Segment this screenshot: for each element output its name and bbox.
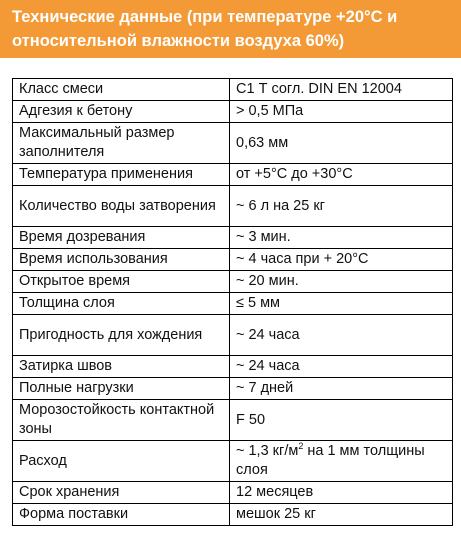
row-label: Затирка швов xyxy=(13,356,230,378)
row-value: ~ 24 часа xyxy=(230,315,453,356)
row-value: С1 Т согл. DIN EN 12004 xyxy=(230,79,453,101)
row-value: > 0,5 МПа xyxy=(230,101,453,123)
value-superscript: 2 xyxy=(298,441,304,452)
table-row xyxy=(13,249,453,271)
table-row xyxy=(13,356,453,378)
row-label: Открытое время xyxy=(13,271,230,293)
row-label: Время дозревания xyxy=(13,227,230,249)
table-row xyxy=(13,186,453,227)
row-label: Расход xyxy=(13,441,230,482)
row-value: ≤ 5 мм xyxy=(230,293,453,315)
row-value: от +5°С до +30°С xyxy=(230,164,453,186)
table-row xyxy=(13,164,453,186)
value-text: на 1 мм толщины слоя xyxy=(236,443,425,478)
row-value: мешок 25 кг xyxy=(230,504,453,526)
table-row xyxy=(13,101,453,123)
row-label: Полные нагрузки xyxy=(13,378,230,400)
row-value: F 50 xyxy=(230,400,453,441)
table-row xyxy=(13,315,453,356)
table-row xyxy=(13,271,453,293)
table-row xyxy=(13,79,453,101)
table-row xyxy=(13,293,453,315)
row-value: ~ 7 дней xyxy=(230,378,453,400)
row-label: Максимальный размер заполнителя xyxy=(13,123,230,164)
row-value: 0,63 мм xyxy=(230,123,453,164)
table-row xyxy=(13,441,453,482)
row-label: Срок хранения xyxy=(13,482,230,504)
row-value: ~ 6 л на 25 кг xyxy=(230,186,453,227)
row-label: Температура применения xyxy=(13,164,230,186)
row-value: ~ 24 часа xyxy=(230,356,453,378)
row-label: Толщина слоя xyxy=(13,293,230,315)
table-row xyxy=(13,400,453,441)
row-label: Адгезия к бетону xyxy=(13,101,230,123)
value-text: ~ 1,3 кг/м xyxy=(236,443,299,459)
row-value: ~ 20 мин. xyxy=(230,271,453,293)
table-row xyxy=(13,378,453,400)
row-label: Количество воды затворения xyxy=(13,186,230,227)
section-header-banner xyxy=(0,0,461,58)
row-value: 12 месяцев xyxy=(230,482,453,504)
row-value xyxy=(230,441,453,482)
table-row xyxy=(13,123,453,164)
row-label: Форма поставки xyxy=(13,504,230,526)
technical-data-table xyxy=(12,78,453,526)
row-label: Пригодность для хождения xyxy=(13,315,230,356)
row-value: ~ 3 мин. xyxy=(230,227,453,249)
table-row xyxy=(13,482,453,504)
row-label: Морозостойкость контактной зоны xyxy=(13,400,230,441)
row-label: Время использования xyxy=(13,249,230,271)
section-title-line-2: относительной влажности воздуха 60%) xyxy=(12,32,345,50)
table-row xyxy=(13,504,453,526)
row-value: ~ 4 часа при + 20°С xyxy=(230,249,453,271)
section-title-line-1: Технические данные (при температуре +20°С и xyxy=(12,8,398,26)
table-row xyxy=(13,227,453,249)
row-label: Класс смеси xyxy=(13,79,230,101)
